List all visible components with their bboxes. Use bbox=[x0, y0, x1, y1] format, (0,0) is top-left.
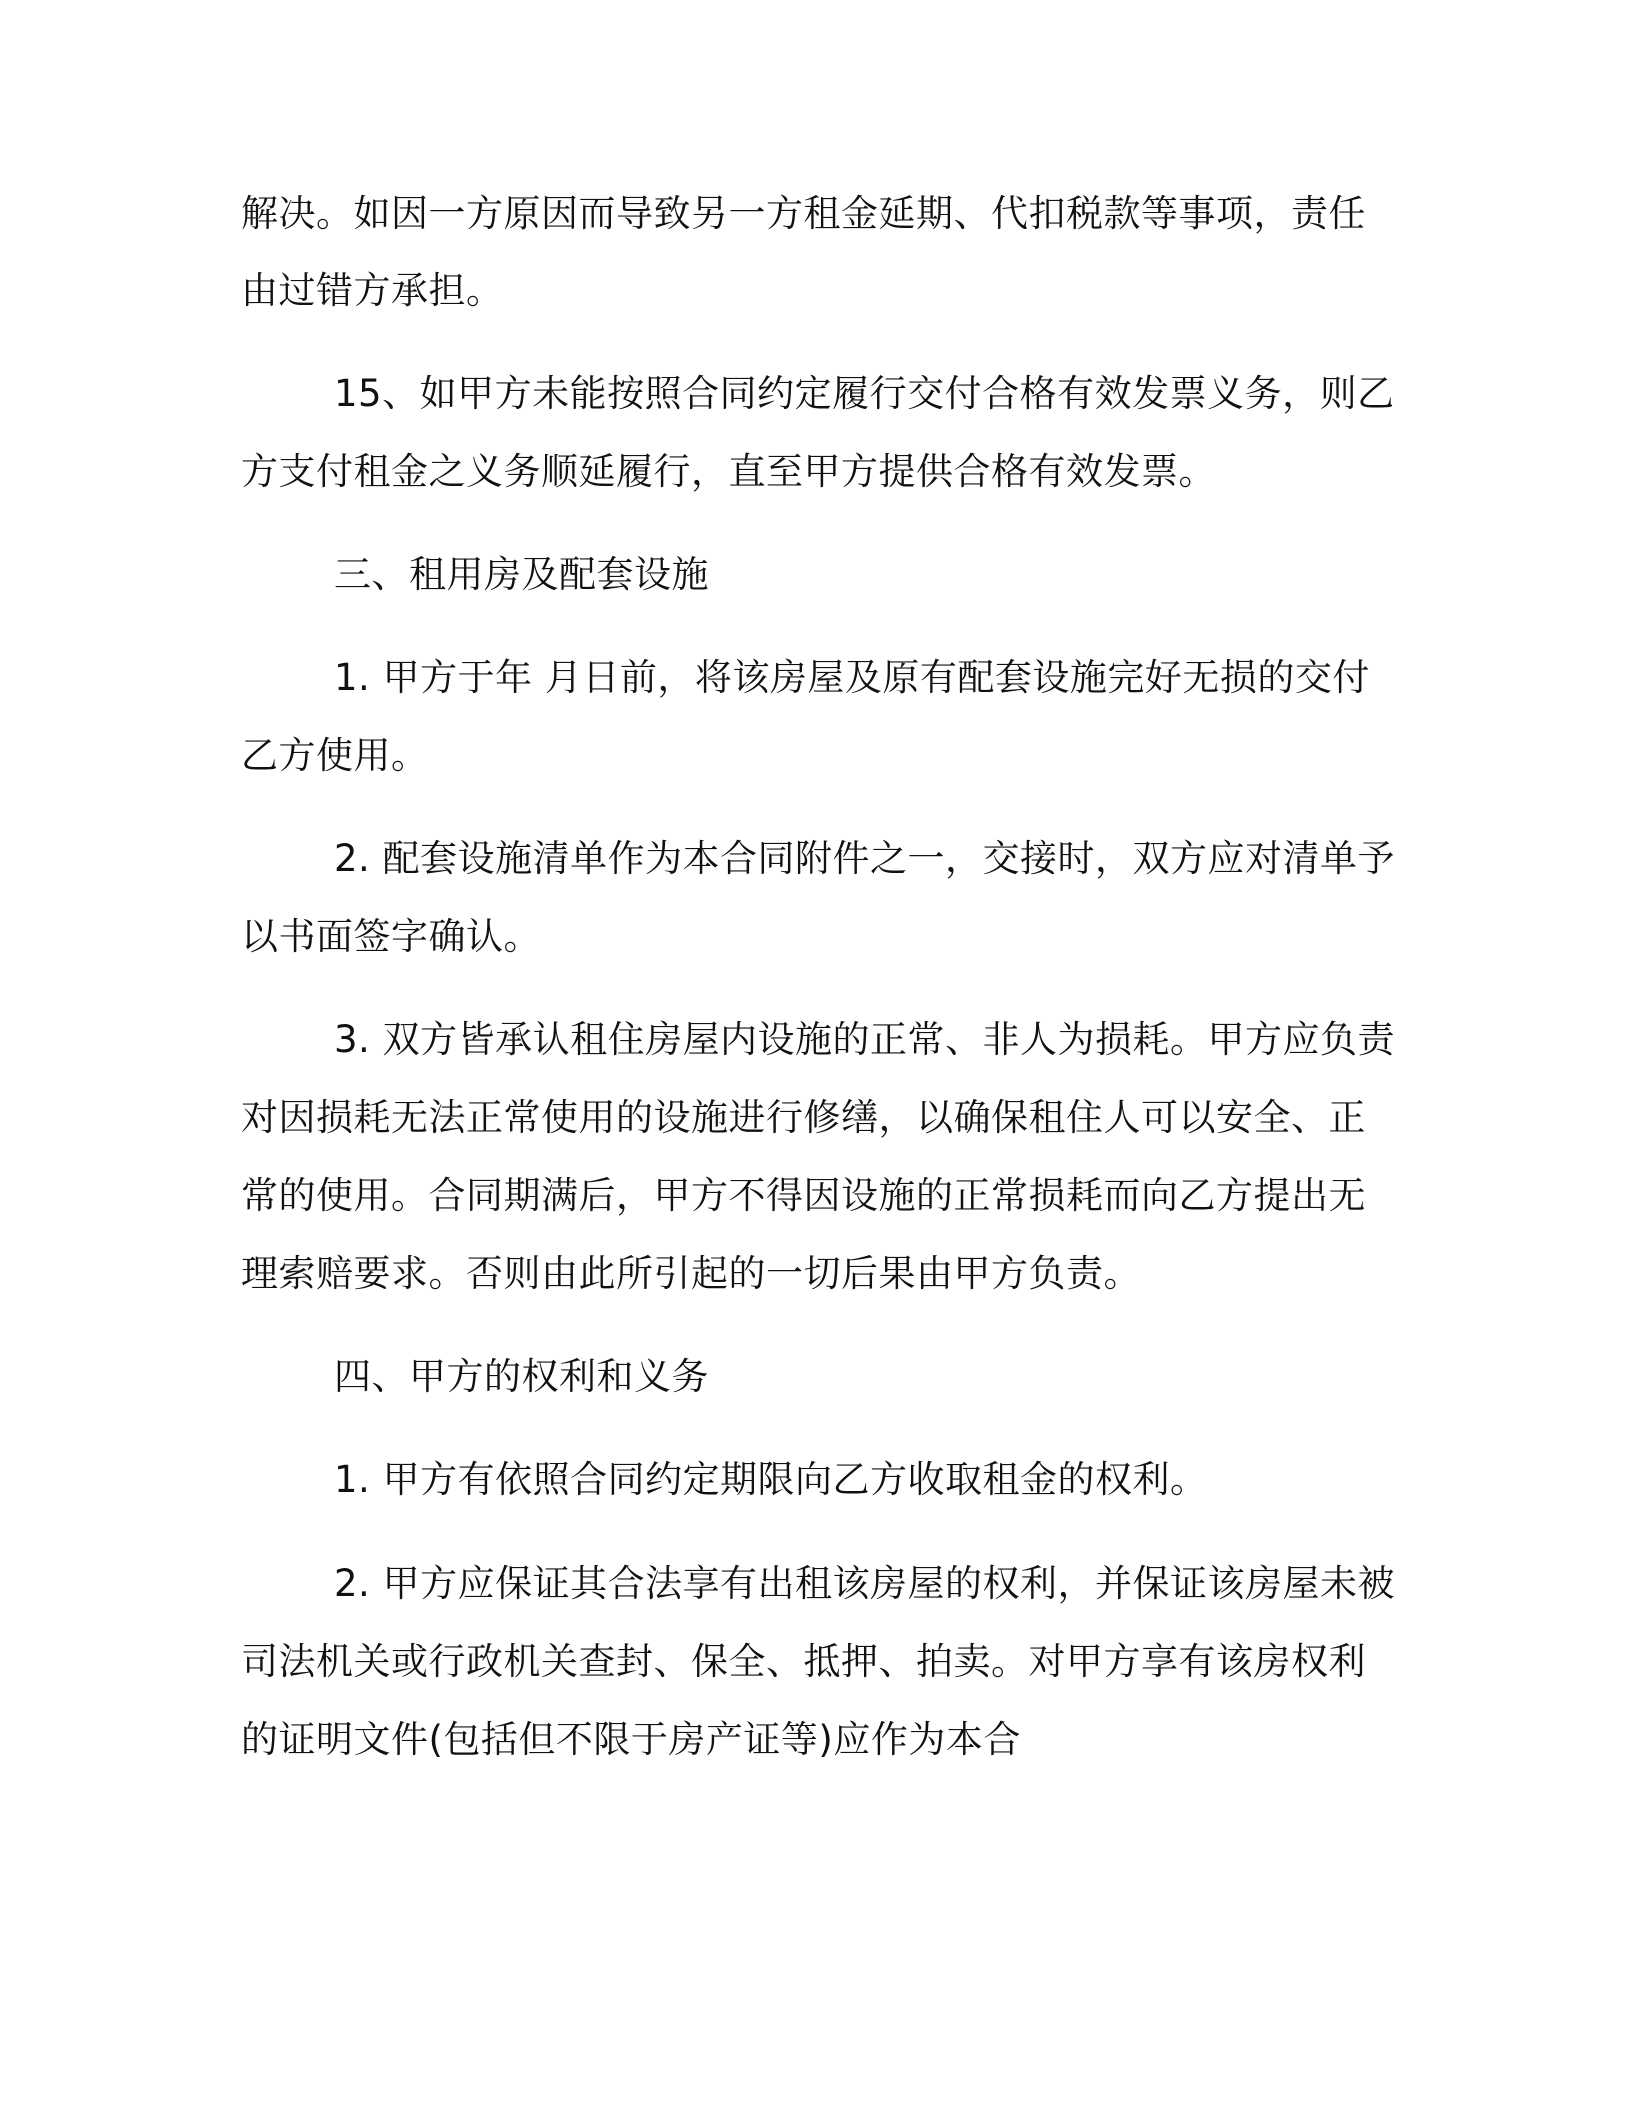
section-heading: 三、租用房及配套设施 bbox=[334, 553, 709, 596]
paragraph-line: 1. 甲方于年 月日前，将该房屋及原有配套设施完好无损的交付 bbox=[334, 656, 1370, 699]
paragraph-line: 由过错方承担。 bbox=[241, 269, 504, 312]
paragraph-line: 以书面签字确认。 bbox=[241, 915, 541, 958]
paragraph-line: 司法机关或行政机关查封、保全、抵押、拍卖。对甲方享有该房权利 bbox=[241, 1640, 1366, 1683]
paragraph-line: 15、如甲方未能按照合同约定履行交付合格有效发票义务，则乙 bbox=[334, 372, 1395, 415]
paragraph-line: 2. 配套设施清单作为本合同附件之一，交接时，双方应对清单予 bbox=[334, 837, 1396, 880]
paragraph-line: 2. 甲方应保证其合法享有出租该房屋的权利，并保证该房屋未被 bbox=[334, 1562, 1396, 1605]
paragraph-line: 的证明文件(包括但不限于房产证等)应作为本合 bbox=[241, 1718, 1021, 1761]
paragraph-line: 1. 甲方有依照合同约定期限向乙方收取租金的权利。 bbox=[334, 1458, 1208, 1501]
paragraph-line: 乙方使用。 bbox=[241, 734, 429, 777]
paragraph-line: 3. 双方皆承认租住房屋内设施的正常、非人为损耗。甲方应负责 bbox=[334, 1018, 1396, 1061]
paragraph-line: 解决。如因一方原因而导致另一方租金延期、代扣税款等事项，责任 bbox=[241, 192, 1366, 235]
paragraph-line: 常的使用。合同期满后，甲方不得因设施的正常损耗而向乙方提出无 bbox=[241, 1174, 1366, 1217]
paragraph-line: 理索赔要求。否则由此所引起的一切后果由甲方负责。 bbox=[241, 1252, 1141, 1295]
paragraph-line: 对因损耗无法正常使用的设施进行修缮，以确保租住人可以安全、正 bbox=[241, 1096, 1366, 1139]
section-heading: 四、甲方的权利和义务 bbox=[334, 1355, 709, 1398]
paragraph-line: 方支付租金之义务顺延履行，直至甲方提供合格有效发票。 bbox=[241, 450, 1216, 493]
